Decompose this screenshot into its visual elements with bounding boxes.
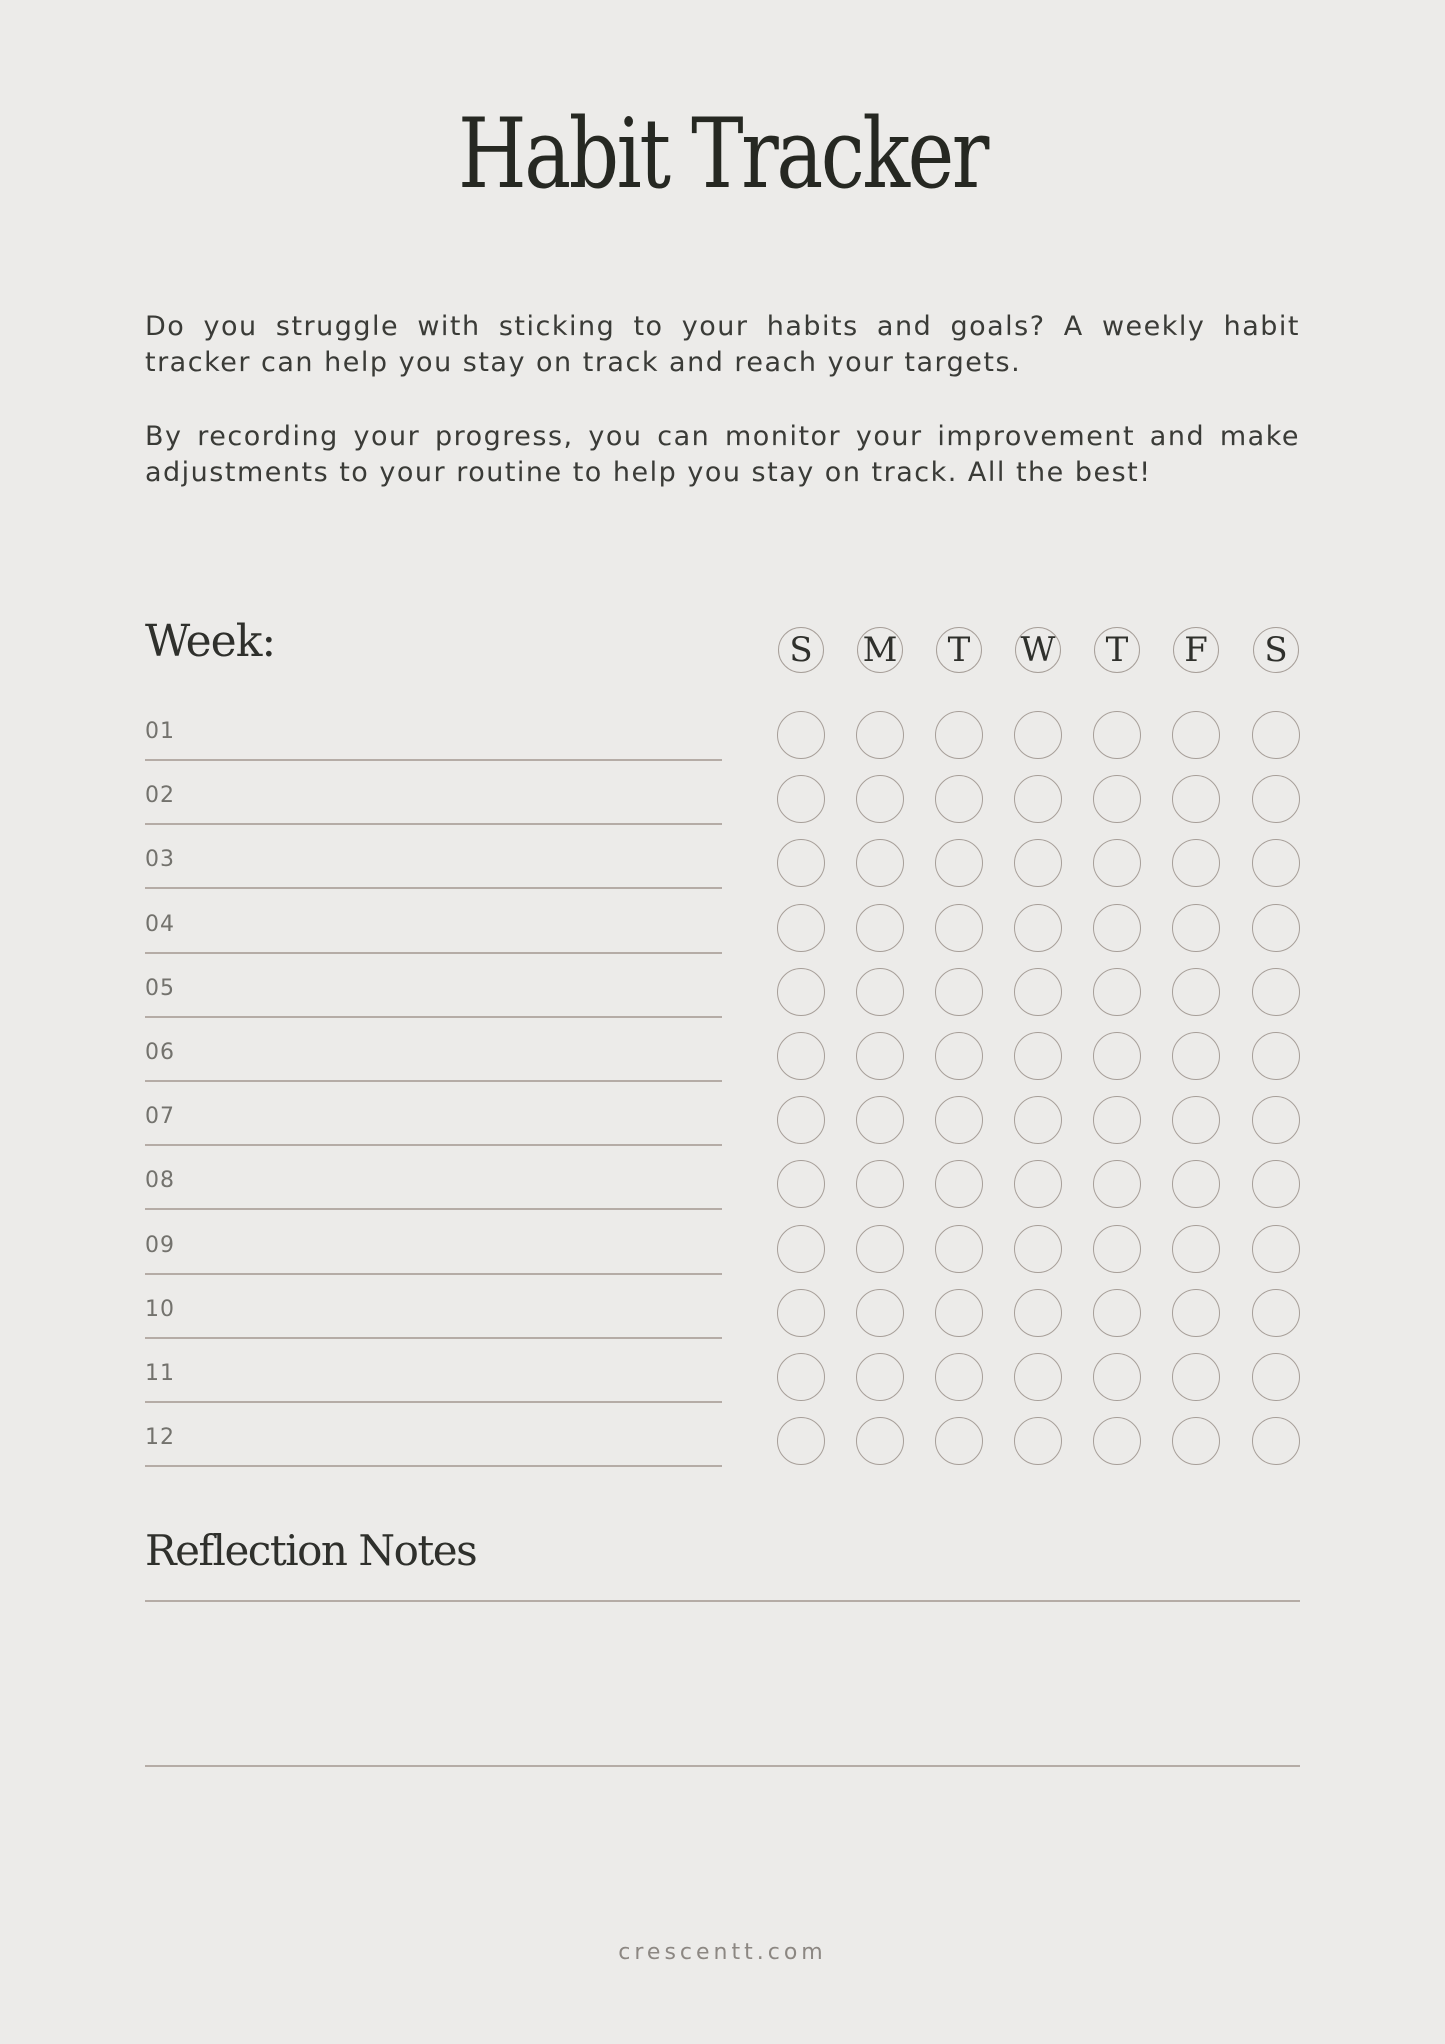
row-number: 10 [145, 1296, 175, 1322]
habit-check-circle[interactable] [1093, 1225, 1141, 1273]
habit-check-circle[interactable] [1252, 1417, 1300, 1465]
habit-check-circle[interactable] [1252, 1096, 1300, 1144]
habit-check-circle[interactable] [1093, 711, 1141, 759]
habit-check-circle[interactable] [1252, 1353, 1300, 1401]
habit-check-circle[interactable] [1014, 839, 1062, 887]
habit-entry-line[interactable] [145, 1144, 722, 1146]
week-label: Week: [145, 616, 276, 667]
day-header-1: M [857, 627, 903, 673]
habit-check-circle[interactable] [1172, 1417, 1220, 1465]
habit-check-circle[interactable] [1252, 1225, 1300, 1273]
reflection-notes-heading: Reflection Notes [145, 1526, 477, 1575]
row-number: 12 [145, 1425, 175, 1451]
habit-check-circle[interactable] [777, 968, 825, 1016]
row-number: 04 [145, 911, 175, 937]
habit-entry-line[interactable] [145, 952, 722, 954]
habit-check-circle[interactable] [856, 1160, 904, 1208]
habit-entry-line[interactable] [145, 1401, 722, 1403]
intro-paragraph-2: By recording your progress, you can monitor your improvement and make adjustments to your routine to help you stay on track. All the best! [145, 421, 1300, 488]
row-number: 05 [145, 975, 175, 1001]
habit-check-circle[interactable] [856, 968, 904, 1016]
habit-check-circle[interactable] [1014, 1032, 1062, 1080]
habit-check-circle[interactable] [856, 1096, 904, 1144]
row-number: 06 [145, 1040, 175, 1065]
intro-paragraph-1: Do you struggle with sticking to your habits and goals? A weekly habit tracker can help you stay on track and reach your targets. [145, 311, 1300, 378]
habit-check-circle[interactable] [1014, 775, 1062, 823]
habit-check-circle[interactable] [777, 1417, 825, 1465]
habit-check-circle[interactable] [1172, 1353, 1220, 1401]
habit-check-circle[interactable] [777, 1289, 825, 1337]
habit-entry-line[interactable] [145, 1273, 722, 1275]
habit-check-circle[interactable] [777, 904, 825, 952]
habit-check-circle[interactable] [1252, 775, 1300, 823]
habit-check-circle[interactable] [1252, 904, 1300, 952]
habit-check-circle[interactable] [1252, 968, 1300, 1016]
habit-check-circle[interactable] [1093, 839, 1141, 887]
habit-check-circle[interactable] [1172, 711, 1220, 759]
day-header-4: T [1094, 627, 1140, 673]
habit-check-circle[interactable] [1093, 1417, 1141, 1465]
habit-check-circle[interactable] [1014, 904, 1062, 952]
habit-check-circle[interactable] [777, 711, 825, 759]
habit-check-circle[interactable] [935, 904, 983, 952]
habit-check-circle[interactable] [935, 711, 983, 759]
habit-check-circle[interactable] [856, 839, 904, 887]
habit-check-circle[interactable] [1172, 839, 1220, 887]
habit-check-circle[interactable] [935, 968, 983, 1016]
habit-check-circle[interactable] [777, 1353, 825, 1401]
habit-check-circle[interactable] [856, 775, 904, 823]
habit-check-circle[interactable] [935, 1289, 983, 1337]
row-number: 01 [145, 719, 175, 744]
day-header-5: F [1173, 627, 1219, 673]
habit-check-circle[interactable] [1093, 1160, 1141, 1208]
habit-check-circle[interactable] [1172, 1032, 1220, 1080]
habit-check-circle[interactable] [856, 1289, 904, 1337]
habit-check-circle[interactable] [856, 1417, 904, 1465]
habit-check-circle[interactable] [1252, 1160, 1300, 1208]
habit-entry-line[interactable] [145, 1080, 722, 1082]
habit-entry-line[interactable] [145, 1016, 722, 1018]
habit-check-circle[interactable] [1252, 1289, 1300, 1337]
reflection-line-2 [145, 1765, 1300, 1767]
row-number: 11 [145, 1361, 175, 1386]
habit-check-circle[interactable] [1014, 1160, 1062, 1208]
habit-check-circle[interactable] [856, 711, 904, 759]
page-title: Habit Tracker [458, 98, 987, 210]
habit-check-circle[interactable] [777, 839, 825, 887]
habit-check-circle[interactable] [1014, 711, 1062, 759]
habit-check-circle[interactable] [1093, 904, 1141, 952]
habit-check-circle[interactable] [1014, 1096, 1062, 1144]
habit-check-circle[interactable] [1014, 1289, 1062, 1337]
habit-check-circle[interactable] [777, 775, 825, 823]
footer-website: crescentt.com [618, 1940, 827, 1965]
habit-check-circle[interactable] [777, 1225, 825, 1273]
habit-check-circle[interactable] [1172, 1289, 1220, 1337]
row-number: 02 [145, 783, 175, 809]
habit-check-circle[interactable] [1014, 1353, 1062, 1401]
habit-entry-line[interactable] [145, 1208, 722, 1210]
habit-check-circle[interactable] [935, 1160, 983, 1208]
habit-check-circle[interactable] [1093, 1096, 1141, 1144]
day-header-3: W [1015, 627, 1061, 673]
habit-check-circle[interactable] [1172, 1160, 1220, 1208]
habit-check-circle[interactable] [856, 1032, 904, 1080]
habit-check-circle[interactable] [856, 904, 904, 952]
habit-check-circle[interactable] [856, 1353, 904, 1401]
habit-check-circle[interactable] [935, 1225, 983, 1273]
habit-check-circle[interactable] [1093, 1353, 1141, 1401]
habit-check-circle[interactable] [1252, 839, 1300, 887]
row-number: 08 [145, 1168, 175, 1194]
habit-check-circle[interactable] [1014, 1417, 1062, 1465]
day-header-0: S [778, 627, 824, 673]
row-number: 07 [145, 1104, 175, 1130]
habit-check-circle[interactable] [1093, 968, 1141, 1016]
habit-check-circle[interactable] [1093, 1032, 1141, 1080]
habit-entry-line[interactable] [145, 887, 722, 889]
habit-check-circle[interactable] [935, 1353, 983, 1401]
habit-check-circle[interactable] [1172, 904, 1220, 952]
day-header-2: T [936, 627, 982, 673]
habit-entry-line[interactable] [145, 1465, 722, 1467]
habit-check-circle[interactable] [935, 1032, 983, 1080]
habit-check-circle[interactable] [1172, 775, 1220, 823]
reflection-line-1 [145, 1600, 1300, 1602]
row-number: 03 [145, 847, 175, 873]
habit-check-circle[interactable] [1014, 968, 1062, 1016]
habit-check-circle[interactable] [935, 1417, 983, 1465]
habit-entry-line[interactable] [145, 759, 722, 761]
habit-check-circle[interactable] [777, 1096, 825, 1144]
day-header-6: S [1253, 627, 1299, 673]
habit-check-circle[interactable] [777, 1160, 825, 1208]
habit-entry-line[interactable] [145, 823, 722, 825]
habit-check-circle[interactable] [935, 839, 983, 887]
habit-check-circle[interactable] [1172, 1225, 1220, 1273]
habit-check-circle[interactable] [1014, 1225, 1062, 1273]
habit-entry-line[interactable] [145, 1337, 722, 1339]
habit-check-circle[interactable] [1093, 775, 1141, 823]
habit-check-circle[interactable] [1172, 968, 1220, 1016]
habit-check-circle[interactable] [1252, 1032, 1300, 1080]
habit-check-circle[interactable] [1093, 1289, 1141, 1337]
habit-check-circle[interactable] [1252, 711, 1300, 759]
habit-check-circle[interactable] [777, 1032, 825, 1080]
habit-check-circle[interactable] [1172, 1096, 1220, 1144]
habit-check-circle[interactable] [935, 775, 983, 823]
row-number: 09 [145, 1232, 175, 1258]
habit-check-circle[interactable] [856, 1225, 904, 1273]
habit-check-circle[interactable] [935, 1096, 983, 1144]
